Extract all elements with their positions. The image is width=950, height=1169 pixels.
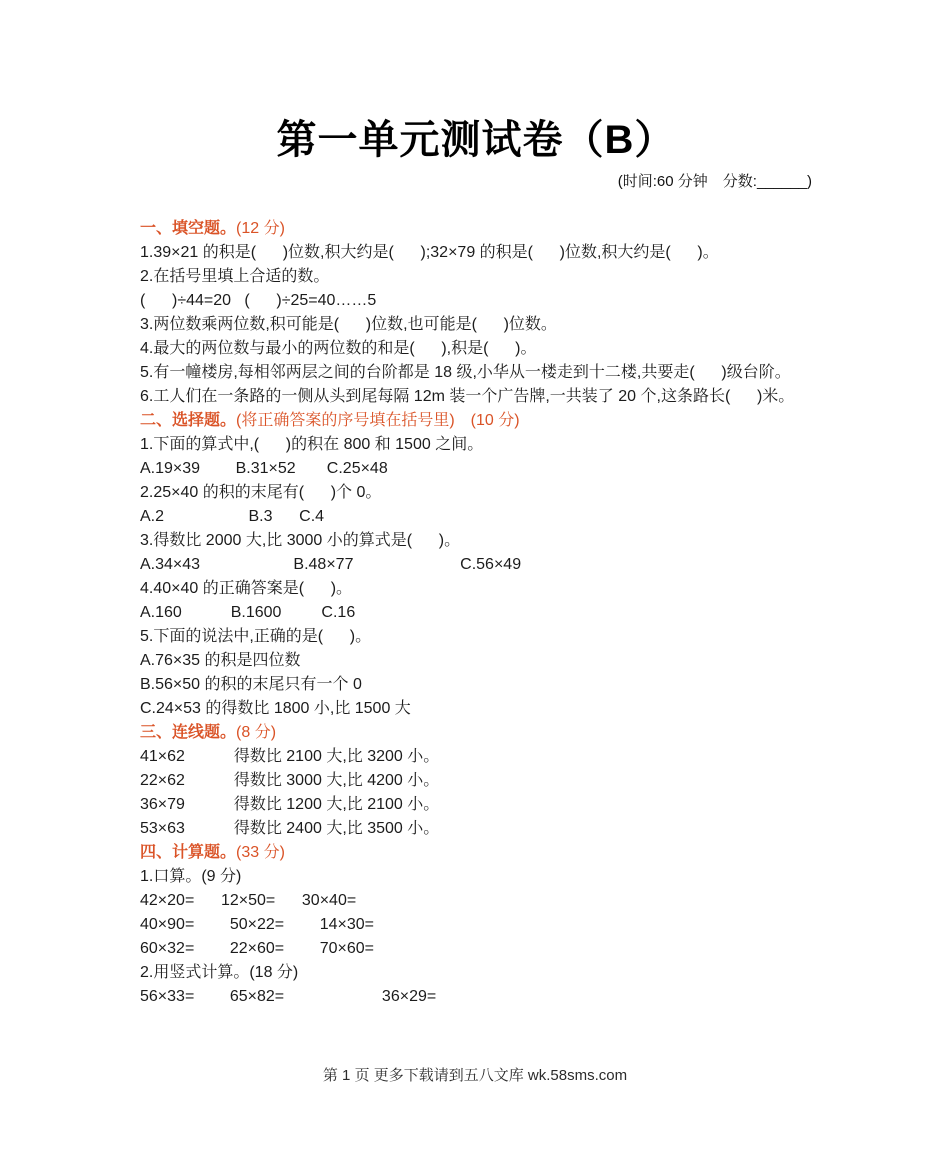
- section-heading-label: 二、选择题。: [140, 412, 237, 429]
- question-line: 6.工人们在一条路的一侧从头到尾每隔 12m 装一个广告牌,一共装了 20 个,这条路长( )米。: [140, 388, 795, 405]
- question-line: 2.25×40 的积的末尾有( )个 0。: [140, 484, 382, 501]
- oral-calc-row: 42×20= 12×50= 30×40=: [140, 892, 357, 909]
- section-heading-points: (33 分): [236, 844, 285, 861]
- question-line: 5.有一幢楼房,每相邻两层之间的台阶都是 18 级,小华从一楼走到十二楼,共要走( )级台阶。: [140, 364, 791, 381]
- matching-row: 53×63 得数比 2400 大,比 3500 小。: [140, 820, 440, 837]
- matching-row: 22×62 得数比 3000 大,比 4200 小。: [140, 772, 440, 789]
- question-line: 5.下面的说法中,正确的是( )。: [140, 628, 372, 645]
- oral-calc-row: 40×90= 50×22= 14×30=: [140, 916, 374, 933]
- section-heading-points: (12 分): [236, 220, 285, 237]
- question-body: [140, 217, 812, 1009]
- section-heading-matching: [140, 721, 812, 745]
- question-line: 4.最大的两位数与最小的两位数的和是( ),积是( )。: [140, 340, 537, 357]
- section-heading-points: (将正确答案的序号填在括号里) (10 分): [236, 412, 520, 429]
- question-line: 3.得数比 2000 大,比 3000 小的算式是( )。: [140, 532, 461, 549]
- oral-calc-row: 60×32= 22×60= 70×60=: [140, 940, 374, 957]
- section-heading-fill-in-blanks: [140, 217, 812, 241]
- matching-row: 41×62 得数比 2100 大,比 3200 小。: [140, 748, 440, 765]
- question-line: 1.口算。(9 分): [140, 868, 242, 885]
- choice-options-line: A.160 B.1600 C.16: [140, 604, 356, 621]
- section-heading-calculation: [140, 841, 812, 865]
- question-line: 1.下面的算式中,( )的积在 800 和 1500 之间。: [140, 436, 484, 453]
- question-line: 2.在括号里填上合适的数。: [140, 268, 330, 285]
- section-heading-points: (8 分): [236, 724, 277, 741]
- choice-options-line: A.34×43 B.48×77 C.56×49: [140, 556, 522, 573]
- section-heading-label: 一、填空题。: [140, 220, 237, 237]
- page-title: 第一单元测试卷（B）: [276, 118, 676, 162]
- choice-option-line: C.24×53 的得数比 1800 小,比 1500 大: [140, 700, 411, 717]
- choice-option-line: B.56×50 的积的末尾只有一个 0: [140, 676, 362, 693]
- section-heading-label: 四、计算题。: [140, 844, 237, 861]
- choice-option-line: A.76×35 的积是四位数: [140, 652, 301, 669]
- time-score-line: (时间:60 分钟 分数:______): [617, 173, 812, 190]
- page-footer: 第 1 页 更多下载请到五八文库 wk.58sms.com: [322, 1067, 628, 1084]
- question-line: 4.40×40 的正确答案是( )。: [140, 580, 353, 597]
- section-heading-label: 三、连线题。: [140, 724, 237, 741]
- question-line: 3.两位数乘两位数,积可能是( )位数,也可能是( )位数。: [140, 316, 557, 333]
- section-heading-multiple-choice: [140, 409, 812, 433]
- question-line: 1.39×21 的积是( )位数,积大约是( );32×79 的积是( )位数,积大约是( )。: [140, 244, 719, 261]
- matching-row: 36×79 得数比 1200 大,比 2100 小。: [140, 796, 440, 813]
- choice-options-line: A.19×39 B.31×52 C.25×48: [140, 460, 388, 477]
- question-line: 2.用竖式计算。(18 分): [140, 964, 299, 981]
- question-line: ( )÷44=20 ( )÷25=40……5: [140, 292, 377, 309]
- column-calc-row: 56×33= 65×82= 36×29=: [140, 988, 437, 1005]
- choice-options-line: A.2 B.3 C.4: [140, 508, 325, 525]
